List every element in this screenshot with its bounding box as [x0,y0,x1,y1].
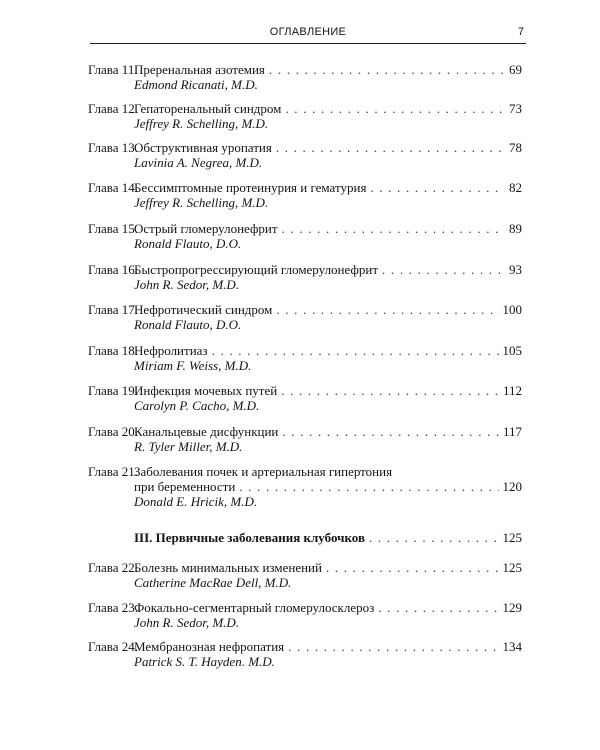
dot-leader [276,302,498,317]
chapter-title: Бессимптомные протеинурия и гематурия [134,180,367,195]
chapter-author: Donald E. Hricik, M.D. [134,494,258,509]
dot-leader [285,101,505,116]
toc-entry-chapter-20[interactable] [88,424,522,454]
chapter-author: John R. Sedor, M.D. [134,615,240,630]
toc-entry-chapter-18[interactable] [88,343,522,373]
chapter-label: Глава 23. [88,600,139,615]
chapter-author: Miriam F. Weiss, M.D. [134,358,252,373]
toc-entry-chapter-14[interactable] [88,180,522,210]
chapter-title: Обструктивная уропатия [134,140,272,155]
chapter-author: John R. Sedor, M.D. [134,277,240,292]
chapter-label: Глава 18. [88,343,139,358]
dot-leader [370,180,505,195]
toc-entry-chapter-17[interactable] [88,302,522,332]
chapter-label: Глава 14. [88,180,139,195]
chapter-title: Заболевания почек и артериальная гипертония [134,464,393,479]
page-ref: 120 [502,479,522,494]
page-ref: 73 [509,101,522,116]
toc-entry-chapter-12[interactable] [88,101,522,131]
chapter-title: Канальцевые дисфункции [134,424,279,439]
chapter-author: Edmond Ricanati, M.D. [134,77,258,92]
chapter-title: Гепаторенальный синдром [134,101,282,116]
chapter-title: Нефротический синдром [134,302,273,317]
toc-entry-chapter-21[interactable] [88,464,522,509]
chapter-label: Глава 15. [88,221,139,236]
page-ref: 125 [502,560,522,575]
chapter-author: R. Tyler Miller, M.D. [134,439,243,454]
chapter-label: Глава 16. [88,262,139,277]
page-ref: 78 [509,140,522,155]
chapter-author: Lavinia A. Negrea, M.D. [134,155,263,170]
dot-leader [212,343,499,358]
page-ref: 105 [502,343,522,358]
chapter-title: Острый гломерулонефрит [134,221,278,236]
chapter-title: Быстропрогрессирующий гломерулонефрит [134,262,379,277]
toc-entry-chapter-13[interactable] [88,140,522,170]
dot-leader [282,424,499,439]
dot-leader [382,262,505,277]
chapter-label: Глава 20. [88,424,139,439]
toc-entry-chapter-15[interactable] [88,221,522,251]
page-ref: 134 [502,639,522,654]
chapter-author: Patrick S. T. Hayden. M.D. [134,654,275,669]
page-ref: 89 [509,221,522,236]
chapter-author: Carolyn P. Cacho, M.D. [134,398,260,413]
chapter-title: Мембранозная нефропатия [134,639,285,654]
chapter-label: Глава 24. [88,639,139,654]
page-ref: 129 [502,600,522,615]
chapter-label: Глава 21. [88,464,139,479]
toc-entry-chapter-23[interactable] [88,600,522,630]
page-header-title: ОГЛАВЛЕНИЕ [269,26,347,38]
toc-entry-chapter-24[interactable] [88,639,522,669]
toc-entry-chapter-22[interactable] [88,560,522,590]
chapter-author: Catherine MacRae Dell, M.D. [134,575,292,590]
dot-leader [378,600,498,615]
chapter-title: Инфекция мочевых путей [134,383,278,398]
dot-leader [326,560,499,575]
toc-section-iii[interactable] [134,530,522,545]
page-ref: 112 [502,383,522,398]
toc-entry-chapter-19[interactable] [88,383,522,413]
toc-entry-chapter-11[interactable] [88,62,522,92]
chapter-label: Глава 12. [88,101,139,116]
dot-leader [281,383,499,398]
chapter-author: Ronald Flauto, D.O. [134,317,242,332]
chapter-title: Фокально-сегментарный гломерулосклероз [134,600,375,615]
page-number: 7 [517,26,524,38]
dot-leader [282,221,505,236]
page-ref: 100 [502,302,522,317]
chapter-title: Преренальная азотемия [134,62,265,77]
chapter-title: Нефролитиаз [134,343,208,358]
chapter-label: Глава 19. [88,383,139,398]
header-rule [90,43,526,44]
page-ref: 82 [509,180,522,195]
chapter-author: Jeffrey R. Schelling, M.D. [134,195,269,210]
page-ref: 69 [509,62,522,77]
chapter-author: Jeffrey R. Schelling, M.D. [134,116,269,131]
chapter-label: Глава 13. [88,140,139,155]
dot-leader [269,62,505,77]
chapter-label: Глава 11. [88,62,138,77]
page-ref: 93 [509,262,522,277]
section-title: III. Первичные заболевания клубочков [134,530,365,545]
dot-leader [276,140,505,155]
chapter-title: Болезнь минимальных изменений [134,560,322,575]
chapter-author: Ronald Flauto, D.O. [134,236,242,251]
chapter-label: Глава 17. [88,302,139,317]
dot-leader [369,530,499,545]
page-ref: 125 [502,530,522,545]
dot-leader [288,639,498,654]
chapter-title-continued: при беременности [134,479,236,494]
dot-leader [239,479,498,494]
page-ref: 117 [502,424,522,439]
toc-entry-chapter-16[interactable] [88,262,522,292]
running-head [90,26,526,42]
chapter-label: Глава 22. [88,560,139,575]
